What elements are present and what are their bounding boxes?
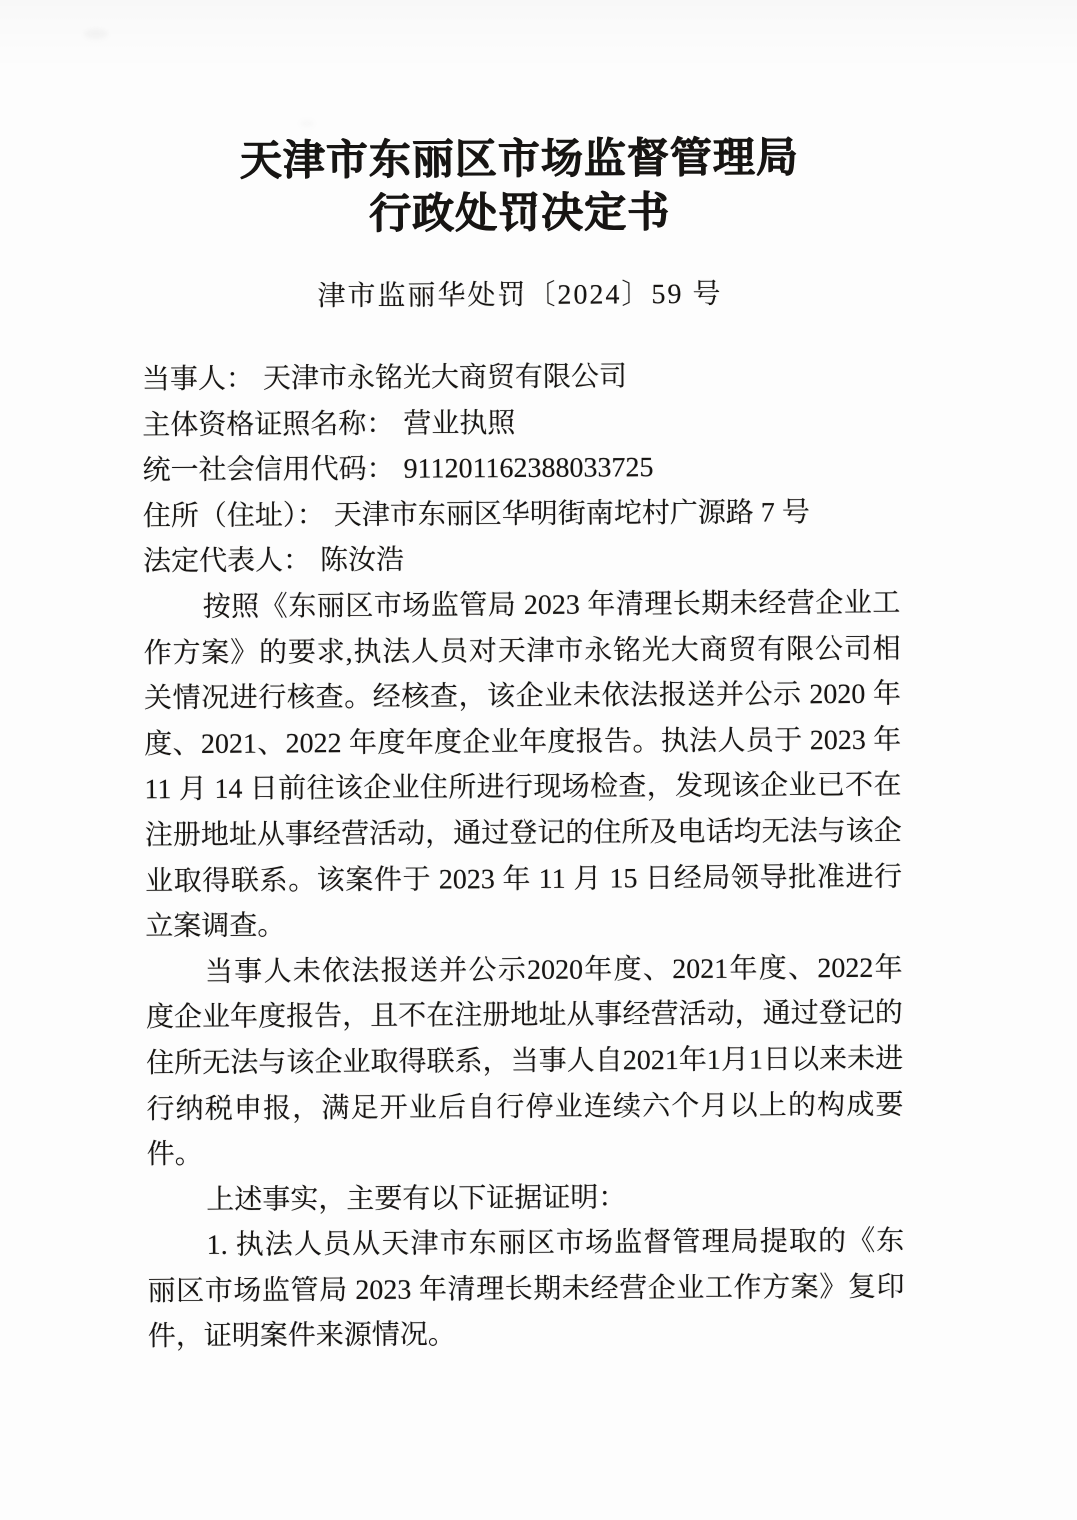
field-legal-representative	[143, 535, 900, 585]
field-legal-representative-value: 陈汝浩	[320, 545, 405, 577]
field-credit-code	[142, 444, 899, 494]
paragraph-evidence-intro: 上述事实，主要有以下证据证明：	[206, 1182, 627, 1216]
field-license-type-value: 营业执照	[403, 407, 516, 440]
field-license-type-label: 主体资格证照名称：	[142, 408, 395, 441]
document-title	[141, 131, 899, 244]
field-address-value: 天津市东丽区华明街南坨村广源路 7 号	[333, 497, 810, 531]
field-party	[142, 353, 899, 403]
paragraph-case-origin: 按照《东丽区市场监管局 2023 年清理长期未经营企业工作方案》的要求,执法人员对天津市永铭光大商贸有限公司相关情况进行核查。经核查，该企业未依法报送并公示 2020 年度、2021、2022 年度年度企业年度报告。执法人员于 2023 年 11 月 14 日前往该企业住所进行现场检查，发现该企业已不在注册地址从事经营活动，通过登记的住所及电话均无法与该企业取得联系。该案件于 2023 年 11 月 15 日经局领导批准进行立案调查。	[143, 587, 903, 943]
paragraph-findings: 当事人未依法报送并公示2020年度、2021年度、2022年度企业年度报告，且不在注册地址从事经营活动，通过登记的住所无法与该企业取得联系，当事人自2021年1月1日以来未进行纳税申报，满足开业后自行停业连续六个月以上的构成要件。	[145, 952, 904, 1171]
field-legal-representative-label: 法定代表人：	[143, 545, 312, 578]
field-address-label: 住所（住址）：	[142, 499, 325, 533]
field-credit-code-value: 911201162388033725	[403, 452, 654, 485]
field-address	[143, 489, 900, 539]
field-party-value: 天津市永铭光大商贸有限公司	[262, 361, 628, 395]
document-content	[140, 0, 905, 1360]
paragraph-evidence-item-1: 1. 执法人员从天津市东丽区市场监督管理局提取的《东丽区市场监管局 2023 年清理长期未经营企业工作方案》复印件，证明案件来源情况。	[147, 1225, 905, 1353]
field-credit-code-label: 统一社会信用代码：	[142, 453, 395, 487]
title-line-doc-type: 行政处罚决定书	[368, 190, 671, 238]
title-line-authority: 天津市东丽区市场监督管理局	[239, 135, 799, 185]
document-body	[142, 353, 905, 1361]
field-party-label: 当事人：	[141, 363, 255, 396]
scan-artifact	[84, 29, 108, 39]
document-number: 津市监丽华处罚〔2024〕59 号	[317, 278, 723, 313]
field-license-type	[142, 398, 899, 448]
